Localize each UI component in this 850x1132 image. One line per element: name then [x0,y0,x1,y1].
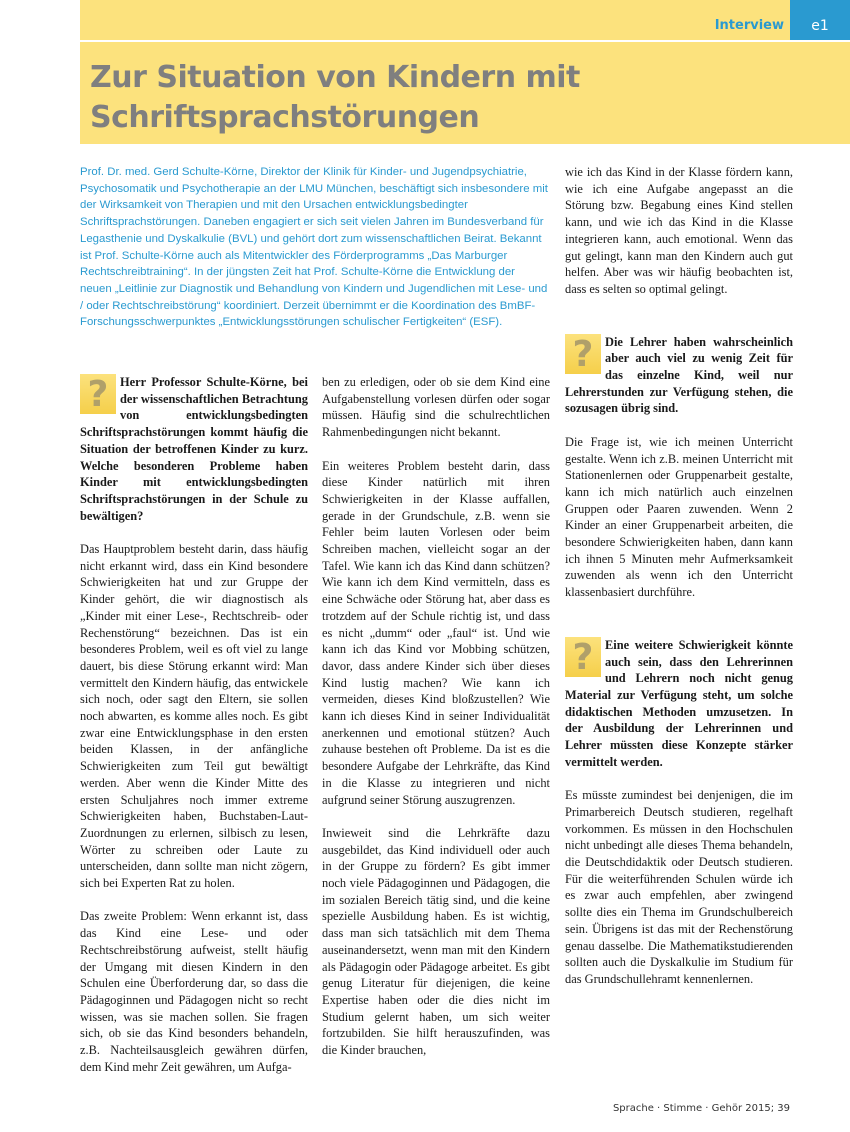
section-label: Interview [714,18,784,33]
question-mark-icon: ? [80,374,116,414]
paragraph: Das zweite Problem: Wenn erkannt ist, dass das Kind eine Lese- und oder Rechtschreibstörung aufweist, stellt häufig der Umgang mit diesen Kindern in den Schulen eine Überforderung dar, so dass die Pädagoginnen und Pädagogen nicht so recht wissen, was sie machen sollen. Sie fragen sich, ob sie das Kind besonders behandeln, z.B. Nachteilsausgleich gewähren dürfen, dem Kind mehr Zeit gewähren, um Aufga- [80,909,308,1074]
paragraph: Die Frage ist, wie ich meinen Unterricht gestalte. Wenn ich z.B. meinen Unterricht mit Stationenlernen oder Gruppenarbeit gestalte, kann ich mich natürlich auch einzelnen Gruppen oder Paaren zuwenden. Wenn 2 Kinder an einer Gruppenarbeit arbeiten, die besondere Schwierigkeiten haben, dann kann ich ihnen 5 Minuten mehr Aufmerksamkeit zuwenden als wenn ich den Unterricht klassenbasiert durchführe. [565,434,793,600]
question-block [565,334,793,418]
column-3 [565,164,793,1004]
column-1 [80,374,308,1092]
question-text: Herr Professor Schulte-Körne, bei der wissenschaftlichen Betrachtung von entwicklungsbedingten Schriftsprachstörungen kommt häufig die Situation der betroffenen Kinder zu kurz. Welche besonderen Probleme haben Kinder mit entwicklungsbedingten Schriftsprachstörungen in der Schule zu bewältigen? [80,375,308,523]
question-text: Eine weitere Schwierigkeit könnte auch sein, dass den Lehrerinnen und Lehrern noch nicht genug Material zur Verfügung steht, um solche didaktischen Methoden umzusetzen. In der Ausbildung der Lehrerinnen und Lehrer müssten diese Konzepte stärker vermittelt werden. [565,637,793,769]
paragraph: Das Hauptproblem besteht darin, dass häufig nicht erkannt wird, dass ein Kind besondere Schwierigkeiten hat und zur Gruppe der Kinder gehört, die wir diagnostisch als „Kinder mit einer Lese-, Rechtschreib- oder Rechenstörung“ bezeichnen. Das ist ein besonderes Problem, weil es oft viel zu lange dauert, bis diese Störung erkannt wird: Man vermittelt den Kindern häufig, das entwickele sich noch, oder sagt den Eltern, sie sollen noch abwarten, es komme alles noch. Es gibt zwar eine Entwicklungsphase in den ersten beiden Klassen, in der anfängliche Schwierigkeiten zum Teil gut bewältigt werden. Aber wenn die Kinder Mitte des ersten Schuljahres noch immer extreme Schwierigkeiten haben, Buchstaben-Laut-Zuordnungen zu erlernen, silbisch zu lesen, Wörter zu schreiben oder Laute zu unterscheiden, dann sollte man nicht zögern, sich bei Experten Rat zu holen. [80,542,308,891]
page-id-badge: e1 [790,0,850,40]
paragraph: Inwieweit sind die Lehrkräfte dazu ausgebildet, das Kind individuell oder auch in der Gruppe zu fördern? Es gibt immer noch viele Pädagoginnen und Pädagogen, die im sozialen Bereich tätig sind, und die keine spezielle Ausbildung haben. Es ist wichtig, dass man sich tatsächlich mit dem Thema auseinandersetzt, wenn man mit den Kindern als Pädagogin oder Pädagoge arbeitet. Es gibt genug Literatur für diejenigen, die keine Expertise haben oder die dies nicht im Studium gelernt haben, um sich weiter fortzubilden. Sie hilft herauszufinden, was die Kinder brauchen, [322,825,550,1058]
question-block [565,637,793,771]
paragraph: ben zu erledigen, oder ob sie dem Kind eine Aufgabenstellung vorlesen dürfen oder sogar müssen. Häufig sind die schulrechtlichen Rahmenbedingungen nicht bekannt. [322,375,550,440]
question-mark-icon: ? [565,637,601,677]
question-text: Die Lehrer haben wahrscheinlich aber auch viel zu wenig Zeit für das einzelne Kind, weil nur Lehrerstunden zur Verfügung stehen, die sozusagen übrig sind. [565,334,793,416]
column-2 [322,374,550,1075]
intro-paragraph: Prof. Dr. med. Gerd Schulte-Körne, Direktor der Klinik für Kinder- und Jugendpsychiatrie, Psychosomatik und Psychotherapie an der LMU München, beschäftigt sich insbesondere mit der Wirksamkeit von Therapien und mit den Ursachen entwicklungsbedingter Schriftsprachstörungen. Daneben engagiert er sich seit vielen Jahren im Bundesverband für Legasthenie und Dyskalkulie (BVL) und gehört dort zum wissenschaftlichen Beirat. Bekannt ist Prof. Schulte-Körne auch als Mitentwickler des Förderprogramms „Das Marburger Rechtschreibtraining“. In der jüngsten Zeit hat Prof. Schulte-Körne die Entwicklung der neuen „Leitlinie zur Diagnostik und Behandlung von Kindern und Jugendlichen mit Lese- und / oder Rechtschreibstörung“ koordiniert. Derzeit übernimmt er die Koordination des BmBF-Forschungsschwerpunktes „Entwicklungsstörungen schulischer Fertigkeiten“ (ESF). [80,166,548,329]
article-title: Zur Situation von Kindern mit Schriftsprachstörungen [90,60,580,135]
paragraph: Es müsste zumindest bei denjenigen, die im Primarbereich Deutsch studieren, regelhaft vorkommen. Es müssen in den Hochschulen nicht unbedingt alle dieses Thema behandeln, die Deutschdidaktik oder Deutsch studieren. Für die weiterführenden Schulen würde ich es zwar auch empfehlen, aber zwingend sollte dies ein Thema im Grundschulbereich sein. Übrigens ist das mit der Rechenstörung genau dasselbe. Die Mathematikstudierenden sollten auch die Dyskalkulie im Studium für das Grundschullehramt kennenlernen. [565,788,793,986]
paragraph: Ein weiteres Problem besteht darin, dass diese Kinder natürlich mit ihren Schwierigkeiten in der Klasse auffallen, gerade in der Grundschule, z.B. wenn sie Fehler beim lauten Vorlesen oder beim Schreiben machen, vielleicht sogar an der Tafel. Wie kann ich das Kind dann schützen? Wie kann ich dem Kind vermitteln, dass es eine Schwäche oder Störung hat, aber dass es trotzdem auf der Schule richtig ist, und dass es nicht „dumm“ oder „faul“ ist. Und wie kann ich das Kind vor Mobbing schützen, davor, dass andere Kinder sich über dieses Kind lustig machen? Wie kann ich vermeiden, dieses Kind bloßzustellen? Wie kann ich dieses Kind in seiner Individualität anerkennen und emotional stützen? Auch zuhause bestehen oft Probleme. Da ist es die besondere Aufgabe der Lehrkräfte, das Kind in die Klasse zu integrieren und nicht aufgrund seiner Störung auszugrenzen. [322,458,550,807]
question-mark-icon: ? [565,334,601,374]
footer-citation: Sprache · Stimme · Gehör 2015; 39 [612,1103,790,1114]
paragraph: wie ich das Kind in der Klasse fördern kann, wie ich eine Aufgabe angepasst an die Störung bzw. Begabung eines Kind stellen kann, und wie ich das Kind in die Klasse integrieren kann, auch emotional. Wenn das gut gelingt, kann man den Kindern auch gut helfen. Aber was wir häufig beobachten ist, dass es selten so optimal gelingt. [565,165,793,296]
question-block [80,374,308,524]
